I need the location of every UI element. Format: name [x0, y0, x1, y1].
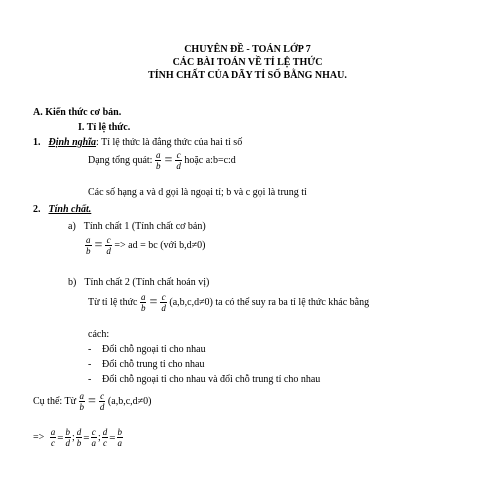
- properties-label: Tính chất.: [48, 204, 92, 215]
- bullet-mark: -: [88, 359, 92, 370]
- section-a-heading: A. Kiến thức cơ bản.: [33, 107, 122, 118]
- separator: ;: [98, 431, 101, 443]
- definition-number: 1.: [33, 137, 41, 148]
- property-b-label: b): [68, 277, 77, 288]
- definition-label: Định nghĩa: [48, 137, 97, 148]
- property-a-result: => ad = bc (với b,d≠0): [114, 239, 206, 251]
- fraction-b-over-d: $\frac{b}{d}$: [65, 427, 70, 448]
- equals-sign: =: [83, 431, 90, 444]
- general-form-label: Dạng tổng quát:: [88, 154, 153, 166]
- fraction-c-over-d: $\frac{c}{d}$: [99, 391, 105, 412]
- equals-sign: =: [109, 431, 116, 444]
- bullet-mark: -: [88, 374, 92, 385]
- example-condition: (a,b,c,d≠0): [107, 395, 152, 407]
- fraction-a-over-b: $\frac{a}{b}$: [155, 150, 161, 171]
- section-i-heading: I. Tỉ lệ thức.: [78, 122, 131, 133]
- fraction-c-over-d: $\frac{c}{d}$: [106, 235, 111, 256]
- title-line-3: TÍNH CHẤT CỦA DÃY TỈ SỐ BẰNG NHAU.: [148, 70, 347, 81]
- title-line-2: CÁC BÀI TOÁN VỀ TỈ LỆ THỨC: [172, 57, 323, 68]
- equals-sign: =: [94, 237, 103, 253]
- definition-line: [33, 137, 242, 148]
- definition-text: : Tỉ lệ thức là đẳng thức của hai tỉ số: [96, 137, 243, 148]
- fraction-c-over-d: $\frac{c}{d}$: [176, 150, 181, 171]
- title-line-1: CHUYÊN ĐỀ - TOÁN LỚP 7: [184, 44, 311, 55]
- bullet-item-1: - Đổi chỗ ngoại tỉ cho nhau: [88, 344, 206, 355]
- general-form-line: [88, 150, 236, 171]
- implies-arrow: =>: [33, 431, 45, 443]
- properties-heading: [33, 204, 91, 215]
- fraction-a-over-b: $\frac{a}{b}$: [79, 391, 85, 412]
- equals-sign: =: [88, 393, 96, 409]
- separator: ;: [72, 431, 75, 443]
- bullet-item-2: - Đổi chỗ trung tỉ cho nhau: [88, 359, 205, 370]
- example-result: [33, 427, 123, 448]
- example-label: Cụ thể: Từ: [33, 395, 77, 407]
- fraction-c-over-a: $\frac{c}{a}$: [91, 427, 96, 448]
- terms-line: Các số hạng a và d gọi là ngoại tỉ; b và c gọi là trung tỉ: [88, 187, 307, 198]
- property-b-statement: [88, 292, 369, 313]
- property-b-title-line: [68, 277, 209, 288]
- equals-sign: =: [57, 431, 64, 444]
- fraction-d-over-c: $\frac{d}{c}$: [102, 427, 108, 448]
- bullet-mark: -: [88, 344, 92, 355]
- fraction-c-over-d: $\frac{c}{d}$: [161, 292, 166, 313]
- property-b-tail: (a,b,c,d≠0) ta có thể suy ra ba tỉ lệ thức khác bằng: [169, 296, 370, 308]
- property-b-how: cách:: [88, 329, 110, 340]
- property-a-title-line: [68, 221, 206, 232]
- equals-sign: =: [164, 152, 173, 168]
- property-b-from: Từ tỉ lệ thức: [88, 296, 138, 308]
- general-form-alt: hoặc a:b=c:d: [184, 154, 236, 166]
- property-b-title: Tính chất 2 (Tính chất hoán vị): [84, 277, 210, 288]
- properties-number: 2.: [33, 204, 41, 215]
- property-a-label: a): [68, 221, 76, 232]
- bullet-item-3: - Đổi chỗ ngoại tỉ cho nhau và đổi chỗ trung tỉ cho nhau: [88, 374, 321, 385]
- fraction-a-over-b: $\frac{a}{b}$: [140, 292, 146, 313]
- equals-sign: =: [149, 294, 158, 310]
- example-line: [33, 391, 151, 412]
- fraction-b-over-a: $\frac{b}{a}$: [117, 427, 122, 448]
- property-a-title: Tính chất 1 (Tính chất cơ bản): [83, 221, 206, 232]
- fraction-d-over-b: $\frac{d}{b}$: [76, 427, 82, 448]
- property-a-formula: [85, 235, 205, 256]
- fraction-a-over-c: $\frac{a}{c}$: [50, 427, 56, 448]
- fraction-a-over-b: $\frac{a}{b}$: [86, 235, 91, 256]
